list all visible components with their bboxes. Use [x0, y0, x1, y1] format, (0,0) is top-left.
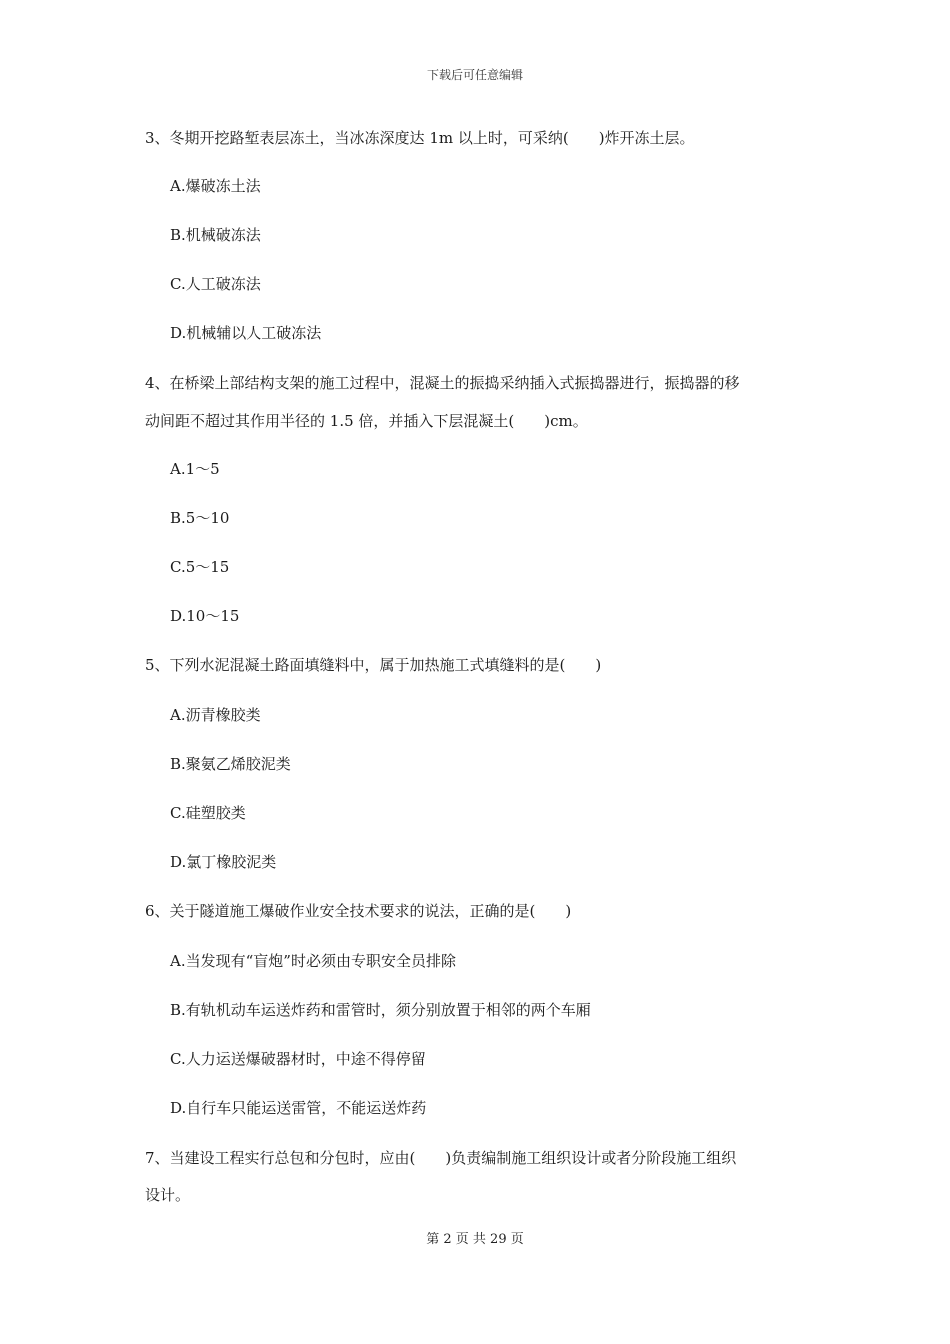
page-header: 下载后可任意编辑: [426, 68, 523, 82]
question-3-option-b: B.机械破冻法: [170, 226, 261, 244]
page-footer: 第 2 页 共 29 页: [426, 1232, 524, 1247]
question-5-option-c: C.硅塑胶类: [170, 804, 246, 822]
question-3-text-line-1: 3、冬期开挖路堑表层冻土，当冰冻深度达 1m 以上时，可采纳( )炸开冻土层。: [145, 129, 695, 147]
question-4-option-a: A.1～5: [170, 460, 220, 478]
question-3-option-c: C.人工破冻法: [170, 275, 261, 293]
question-6-option-b: B.有轨机动车运送炸药和雷管时，须分别放置于相邻的两个车厢: [170, 1001, 591, 1019]
question-4-option-d: D.10～15: [170, 607, 240, 625]
question-4-text-line-2: 动间距不超过其作用半径的 1.5 倍，并插入下层混凝土( )cm。: [145, 412, 588, 430]
question-4-option-b: B.5～10: [170, 509, 230, 527]
question-3-option-a: A.爆破冻土法: [170, 177, 261, 195]
question-6-text-line-1: 6、关于隧道施工爆破作业安全技术要求的说法，正确的是( ): [145, 902, 572, 920]
question-5-option-a: A.沥青橡胶类: [170, 706, 261, 724]
question-5-text-line-1: 5、下列水泥混凝土路面填缝料中，属于加热施工式填缝料的是( ): [145, 656, 602, 674]
question-5-option-b: B.聚氨乙烯胶泥类: [170, 755, 291, 773]
question-6-option-c: C.人力运送爆破器材时，中途不得停留: [170, 1050, 426, 1068]
question-5-option-d: D.氯丁橡胶泥类: [170, 853, 277, 871]
question-4-text-line-1: 4、在桥梁上部结构支架的施工过程中，混凝土的振捣采纳插入式振捣器进行，振捣器的移: [145, 374, 740, 392]
question-3-option-d: D.机械辅以人工破冻法: [170, 324, 322, 342]
question-7-text-line-2: 设计。: [145, 1186, 191, 1204]
question-6-option-d: D.自行车只能运送雷管，不能运送炸药: [170, 1099, 427, 1117]
question-4-option-c: C.5～15: [170, 558, 230, 576]
question-7-text-line-1: 7、当建设工程实行总包和分包时，应由( )负责编制施工组织设计或者分阶段施工组织: [145, 1149, 737, 1167]
question-6-option-a: A.当发现有“盲炮”时必须由专职安全员排除: [170, 952, 456, 970]
